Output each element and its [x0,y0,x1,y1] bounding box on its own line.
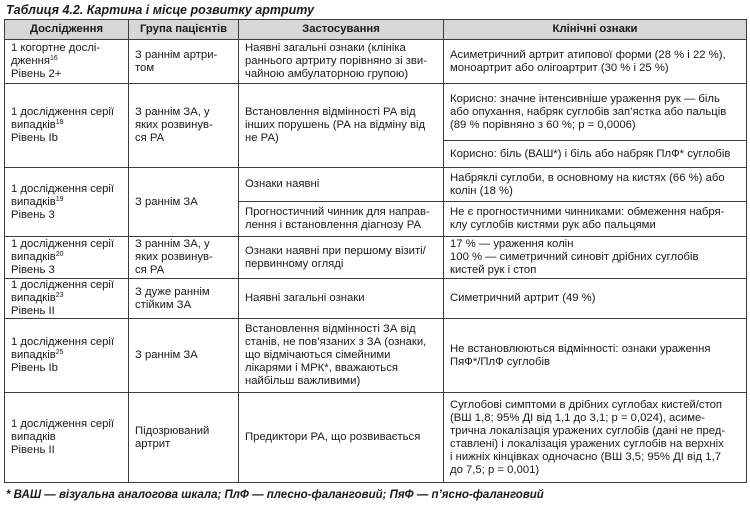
cell-line [11,418,122,431]
cell-line [135,251,232,264]
cell-line [450,172,740,185]
table-row [5,279,747,319]
cell-line [11,431,122,444]
cell-line [450,399,740,412]
cell-text: ставлені) і локалізація уражених суглобів на верхніх [450,437,724,450]
cell-line [245,178,437,191]
cell-line [135,132,232,145]
cell-line [450,464,740,477]
table-row [5,168,747,202]
table-row [5,40,747,84]
cell-text: випадків [11,431,56,443]
group-cell [129,168,239,237]
cell-text: Рівень Ib [11,132,58,144]
clinical-signs-cell [444,84,747,141]
cell-text: раннього артриту порівняно зі зви- [245,55,427,67]
clinical-signs-cell [444,393,747,483]
cell-line [245,349,437,362]
table-row [5,319,747,393]
table-row [5,237,747,279]
cell-line [11,106,122,119]
cell-line [135,196,232,209]
cell-line [11,119,122,132]
cell-line [450,292,740,305]
reference-number: 20 [55,251,64,258]
cell-text: випадків [11,292,56,304]
cell-line [245,68,437,81]
cell-text: яких розвинув- [135,119,213,131]
cell-text: Симетричний артрит (49 %) [450,292,596,304]
group-cell [129,40,239,84]
cell-line [135,238,232,251]
group-cell [129,84,239,168]
cell-line [11,183,122,196]
cell-text: З раннім ЗА, у [135,106,210,118]
cell-text: трична локалізація уражених суглобів (дані не пред- [450,424,726,437]
cell-text: З раннім ЗА [135,195,198,208]
cell-text: кистей рук і стоп [450,264,537,276]
cell-line [245,431,437,444]
cell-line [450,148,740,161]
cell-line [245,336,437,349]
cell-line [245,119,437,132]
footnote: * ВАШ — візуальна аналогова шкала; ПлФ — плесно-фаланговий; ПяФ — п’ясно-фаланговий [6,489,544,501]
application-cell [239,237,444,279]
cell-text: ПяФ*/ПлФ суглобів [450,355,550,368]
cell-text: артрит [135,437,171,450]
cell-text: або опухання, набряк суглобів зап’ястка або пальців [450,105,727,118]
cell-line [245,42,437,55]
table-row [5,84,747,141]
cell-line [11,196,122,209]
group-cell [129,279,239,319]
reference-number: 23 [55,292,64,299]
cell-text: Рівень 3 [11,264,55,276]
cell-line [11,264,122,277]
cell-text: (ВШ 1,8; 95% ДІ від 1,1 до 3,1; p = 0,024), асиме- [450,411,706,424]
cell-text: Наявні загальні ознаки (клініка [245,42,406,54]
cell-line [11,444,122,457]
cell-text: Рівень II [11,444,55,456]
cell-line [11,251,122,264]
cell-text: ся РА [135,132,165,144]
cell-text: лення і встановлення діагнозу РА [245,219,422,231]
reference-number: 25 [55,349,64,356]
cell-line [450,356,740,369]
cell-line [11,68,122,81]
clinical-signs-cell [444,40,747,84]
cell-text: 1 дослідження серії [11,182,115,195]
cell-text: ся РА [135,264,165,276]
cell-text: випадків [11,119,56,131]
cell-text: Корисно: значне інтенсивніше ураження рук — біль [450,92,720,105]
cell-line [245,132,437,145]
application-cell [239,279,444,319]
cell-line [11,362,122,375]
cell-line [135,62,232,75]
study-cell [5,393,129,483]
cell-line [245,245,437,258]
cell-line [245,55,437,68]
cell-line [11,336,122,349]
cell-text: Рівень 2+ [11,68,62,80]
cell-text: до 7,5; p = 0,001) [450,463,540,476]
cell-line [450,106,740,119]
cell-text: що відмічаються сімейними [245,349,391,361]
application-cell [239,84,444,168]
cell-text: 17 % — ураження колін [450,238,574,250]
cell-line [450,264,740,277]
application-cell [239,40,444,84]
cell-text: стійким ЗА [135,298,192,311]
cell-line [11,55,122,68]
application-cell [239,202,444,237]
cell-text: дження [11,55,51,67]
cell-text: З раннім ЗА, у [135,238,210,250]
application-cell [239,168,444,202]
group-cell [129,319,239,393]
cell-line [450,93,740,106]
clinical-signs-cell [444,319,747,393]
cell-line [135,286,232,299]
cell-line [135,299,232,312]
clinical-signs-cell [444,279,747,319]
cell-text: З дуже раннім [135,285,210,298]
cell-text: Встановлення відмінності РА від [245,106,416,118]
cell-text: найбільш важливими) [245,375,361,387]
header-group: Група пацієнтів [129,20,239,40]
cell-line [450,251,740,264]
reference-number: 19 [55,195,64,203]
cell-line [135,349,232,362]
cell-line [245,106,437,119]
cell-text: випадків [11,349,56,361]
group-cell [129,393,239,483]
cell-text: Підозрюваний [135,424,210,437]
cell-text: Прогностичний чинник для направ- [245,206,430,218]
cell-line [450,238,740,251]
cell-text: З раннім ЗА [135,349,198,361]
cell-text: 1 когортне дослі- [11,42,101,54]
application-cell [239,319,444,393]
clinical-signs-cell [444,168,747,202]
cell-text: Рівень II [11,305,55,317]
cell-line [11,292,122,305]
study-cell [5,84,129,168]
study-cell [5,237,129,279]
cell-text: Не є прогностичними чинниками: обмеження набря- [450,206,725,218]
cell-text: 1 дослідження серії [11,279,115,291]
cell-line [450,62,740,75]
cell-line [450,412,740,425]
cell-line [11,42,122,55]
clinical-signs-cell [444,202,747,237]
reference-number: 16 [50,55,58,62]
cell-text: яких розвинув- [135,251,213,263]
cell-line [135,49,232,62]
table-caption: Таблиця 4.2. Картина і місце розвитку артриту [6,3,315,17]
cell-text: Рівень Ib [11,362,58,374]
cell-line [11,349,122,362]
cell-text: (89 % порівняно з 60 %; p = 0,0006) [450,118,636,131]
cell-line [11,305,122,318]
cell-line [450,49,740,62]
cell-text: З раннім артри- [135,48,218,61]
cell-line [245,292,437,305]
cell-text: 100 % — симетричний синовіт дрібних суглобів [450,251,699,263]
study-cell [5,319,129,393]
cell-text: 1 дослідження серії [11,336,115,348]
header-study: Дослідження [5,20,129,40]
cell-line [450,206,740,219]
cell-text: Корисно: біль (ВАШ*) і біль або набряк ПлФ* суглобів [450,147,731,160]
cell-line [450,185,740,198]
cell-text: не РА) [245,132,279,144]
cell-text: том [135,61,155,74]
cell-line [135,106,232,119]
table-body [5,40,747,483]
study-cell [5,168,129,237]
header-signs: Клінічні ознаки [444,20,747,40]
cell-text: інших порушень (РА на відміну від [245,119,426,131]
cell-line [11,132,122,145]
cell-text: 1 дослідження серії [11,238,115,250]
cell-text: випадків [11,195,56,208]
cell-line [245,219,437,232]
cell-text: Асиметричний артрит атипової форми (28 % і 22 %), [450,48,726,61]
cell-text: випадків [11,251,56,263]
cell-line [11,238,122,251]
table-header-row [5,20,747,40]
cell-text: Не встановлюються відмінності: ознаки ураження [450,342,711,355]
cell-text: Ознаки наявні при першому візиті/ [245,244,426,257]
cell-line [11,279,122,292]
application-cell [239,393,444,483]
cell-text: 1 дослідження серії [11,418,115,430]
group-cell [129,237,239,279]
cell-text: Ознаки наявні [245,178,320,190]
cell-line [135,438,232,451]
study-cell [5,40,129,84]
reference-number: 18 [55,119,64,126]
cell-line [245,375,437,388]
cell-text: колін (18 %) [450,184,513,197]
cell-text: Наявні загальні ознаки [245,292,365,304]
clinical-signs-cell [444,141,747,168]
cell-line [450,119,740,132]
cell-line [245,206,437,219]
cell-line [450,343,740,356]
cell-line [450,219,740,232]
cell-text: Суглобові симптоми в дрібних суглобах кистей/стоп [450,398,723,411]
cell-line [245,323,437,336]
study-cell [5,279,129,319]
cell-line [245,258,437,271]
cell-line [245,362,437,375]
cell-text: 1 дослідження серії [11,106,115,118]
cell-text: Набряклі суглоби, в основному на кистях (66 %) або [450,171,725,184]
cell-line [135,425,232,438]
cell-text: і нижніх кінцівках одночасно (ВШ 3,5; 95% ДІ від 1,7 [450,450,721,463]
cell-line [135,119,232,132]
clinical-signs-cell [444,237,747,279]
header-application: Застосування [239,20,444,40]
arthritis-table [4,19,747,483]
cell-text: чайною амбулаторною групою) [245,68,409,80]
cell-line [450,438,740,451]
cell-text: станів, не пов’язаних з ЗА (ознаки, [245,336,427,348]
cell-line [450,425,740,438]
cell-text: Рівень 3 [11,208,55,221]
cell-text: Встановлення відмінності ЗА від [245,323,416,335]
cell-line [11,209,122,222]
cell-line [450,451,740,464]
cell-text: моноартрит або олігоартрит (30 % і 25 %) [450,61,669,74]
cell-line [135,264,232,277]
cell-text: Предиктори РА, що розвивається [245,431,421,443]
table-row [5,393,747,483]
cell-text: лікарями і МРК*, вважаються [245,362,398,374]
cell-text: первинному огляді [245,257,344,270]
cell-text: клу суглобів кистями рук або пальцями [450,219,656,231]
